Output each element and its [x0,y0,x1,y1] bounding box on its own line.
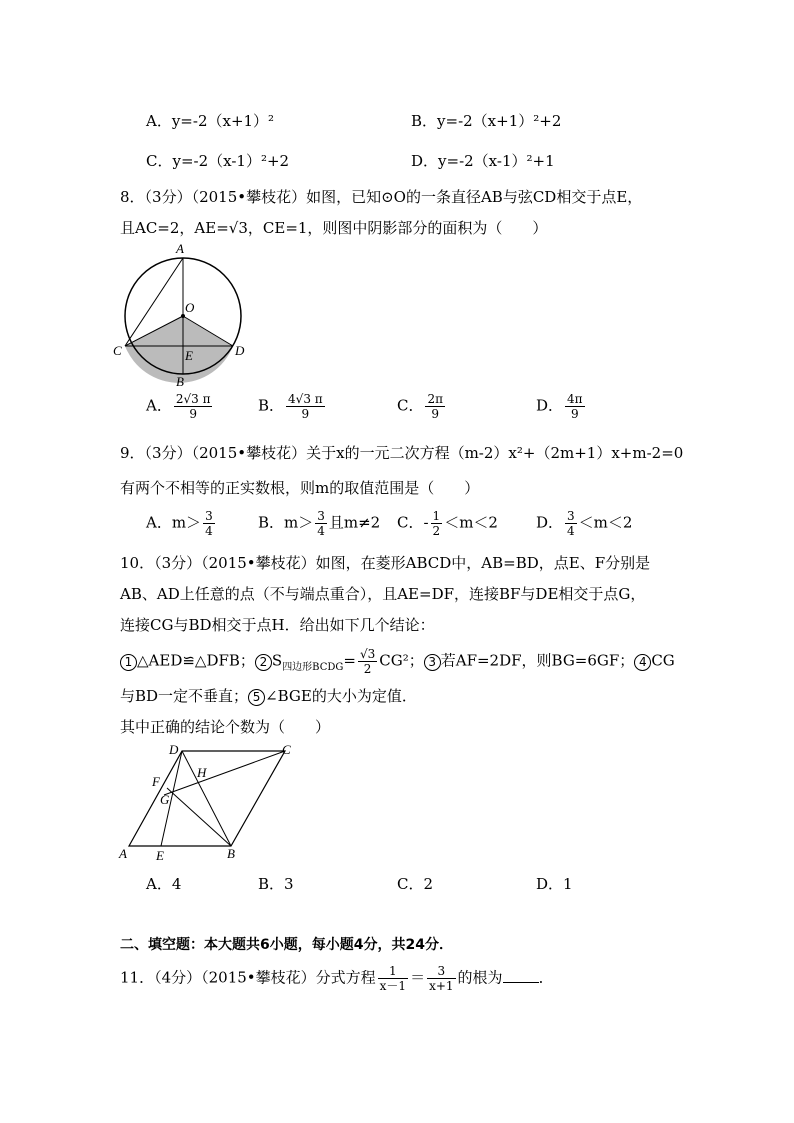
q8-label-a: A [176,241,184,256]
q8-label-c: C [113,343,122,358]
conclusion-2-s: S [271,651,283,670]
conclusion-2-subscript: 四边形BCDG [282,661,344,673]
q10-label-c: C [282,742,291,757]
q9-option-c-num: 1 [432,509,441,523]
q10-stem-line3: 连接CG与BD相交于点H．给出如下几个结论： [120,616,435,634]
q9-option-d-num: 3 [567,509,575,523]
q8-option-a-num: 2√3 π [175,392,211,406]
q10-segment-bf [167,788,231,846]
q8-option-c-num: 2π [427,392,444,406]
q9-stem-line1: 9．（3分）（2015•攀枝花）关于x的一元二次方程（m-2）x²+（2m+1）x+m-2=0 [120,444,684,462]
q10-label-d: D [169,742,179,757]
q11-eq: ＝ [410,968,426,987]
q11-stem [120,964,554,993]
q10-label-h: H [197,765,207,780]
q9-option-a-label: A．m＞ [146,513,202,532]
q7-option-d: D．y=-2（x-1）²+1 [411,152,555,170]
conclusion-3-marker: 3 [424,654,441,671]
q10-stem-line1: 10．（3分）（2015•攀枝花）如图，在菱形ABCD中，AB=BD，点E、F分别是 [120,554,651,572]
q7-option-b: B．y=-2（x+1）²+2 [411,112,562,130]
q11-answer-blank[interactable] [503,982,539,983]
q11-frac1-num: 1 [378,964,408,979]
conclusion-2-tail: CG²； [379,651,424,670]
q9-option-b-den: 4 [317,524,325,538]
q11-frac1-den: x－1 [379,979,407,993]
q9-option-b-tail: 且m≠2 [328,513,381,532]
q10-label-f: F [152,774,160,789]
q9-option-b-num: 3 [317,509,325,523]
q10-label-g: G [160,792,170,807]
conclusion-5-marker: 5 [248,689,265,706]
q10-line5 [120,685,417,706]
q9-option-c-den: 2 [432,524,441,538]
conclusion-2-marker: 2 [255,654,272,671]
q11-frac2-num: 3 [427,964,455,979]
conclusion-1-marker: 1 [120,654,137,671]
q10-label-e: E [156,848,164,863]
q9-option-b [258,509,380,538]
q8-shaded-region [125,316,233,383]
conclusion-1-text: △AED≌△DFB； [137,651,255,670]
conclusion-3-text: 若AF=2DF，则BG=6GF； [440,651,635,670]
q8-option-b-num: 4√3 π [288,392,323,406]
q8-option-b-label: B． [258,396,285,415]
q11-prefix: 11．（4分）（2015•攀枝花）分式方程 [120,968,376,987]
q8-option-d-label: D． [536,396,564,415]
q9-stem-line2: 有两个不相等的正实数根，则m的取值范围是（ ） [120,479,480,497]
q10-option-a: A．4 [146,875,182,893]
conclusion-5-text: ∠BGE的大小为定值． [265,687,417,705]
q8-option-d-num: 4π [567,392,583,406]
q8-sqrt3: √3 [228,219,248,237]
q8-option-b-den: 9 [301,407,310,421]
q9-option-d [536,509,632,538]
q11-frac2-den: x+1 [429,979,454,993]
q9-option-d-label: D． [536,513,564,532]
q8-option-c [397,392,447,421]
q9-option-d-tail: ＜m＜2 [578,513,633,532]
q8-label-d: D [235,343,245,358]
q10-stem-line2: AB、AD上任意的点（不与端点重合），且AE=DF，连接BF与DE相交于点G， [120,585,646,603]
q7-option-c: C．y=-2（x-1）²+2 [146,152,290,170]
q8-option-a [146,392,214,421]
q9-option-c-tail: ＜m＜2 [444,513,498,532]
q8-option-a-den: 9 [189,407,197,421]
conclusion-2-eq: = [343,651,356,670]
q8-option-d [536,392,587,421]
conclusion-4-tail: 与BD一定不垂直； [120,687,249,705]
q10-option-b: B．3 [258,875,294,893]
q10-option-c: C．2 [397,875,434,893]
q10-label-b: B [227,846,235,861]
q8-label-b: B [176,374,184,389]
conclusion-2-frac-num: √3 [359,647,376,661]
q10-label-a: A [119,846,127,861]
q8-line2-suffix: ，CE=1，则图中阴影部分的面积为（ ） [247,219,548,237]
q10-line6: 其中正确的结论个数为（ ） [120,718,331,736]
q7-option-a: A．y=-2（x+1）² [146,112,275,130]
q8-stem-line2 [120,217,547,238]
q8-stem-line1: 8．（3分）（2015•攀枝花）如图，已知⊙O的一条直径AB与弦CD相交于点E， [120,188,643,206]
q8-option-a-label: A． [146,396,172,415]
q9-option-c-label: C．- [397,513,429,532]
q9-option-a-den: 4 [205,524,213,538]
conclusion-4-marker: 4 [634,654,651,671]
q9-option-c [397,509,498,538]
q8-circle-figure [110,240,250,390]
conclusion-4-text: CG [651,651,675,670]
q8-option-c-den: 9 [431,407,440,421]
q10-conclusions-line [120,647,675,676]
q8-option-c-label: C． [397,396,424,415]
q10-segment-cg [164,751,285,795]
q10-rhombus-figure [115,740,305,865]
q9-option-a-num: 3 [205,509,213,523]
q8-option-b [258,392,327,421]
q11-end: ． [538,968,554,987]
q8-option-d-den: 9 [570,407,579,421]
conclusion-2-frac-den: 2 [363,662,372,676]
q9-option-b-label: B．m＞ [258,513,314,532]
q8-line2-prefix: 且AC=2，AE= [120,219,229,237]
section-2-title: 二、填空题：本大题共6小题，每小题4分，共24分． [120,937,453,953]
q10-diagonal-bd [182,751,231,846]
q8-label-o: O [185,300,195,315]
q8-label-e: E [185,348,193,363]
q9-option-d-den: 4 [567,524,575,538]
q11-suffix: 的根为 [457,968,503,987]
q10-option-d: D．1 [536,875,573,893]
q9-option-a [146,509,217,538]
